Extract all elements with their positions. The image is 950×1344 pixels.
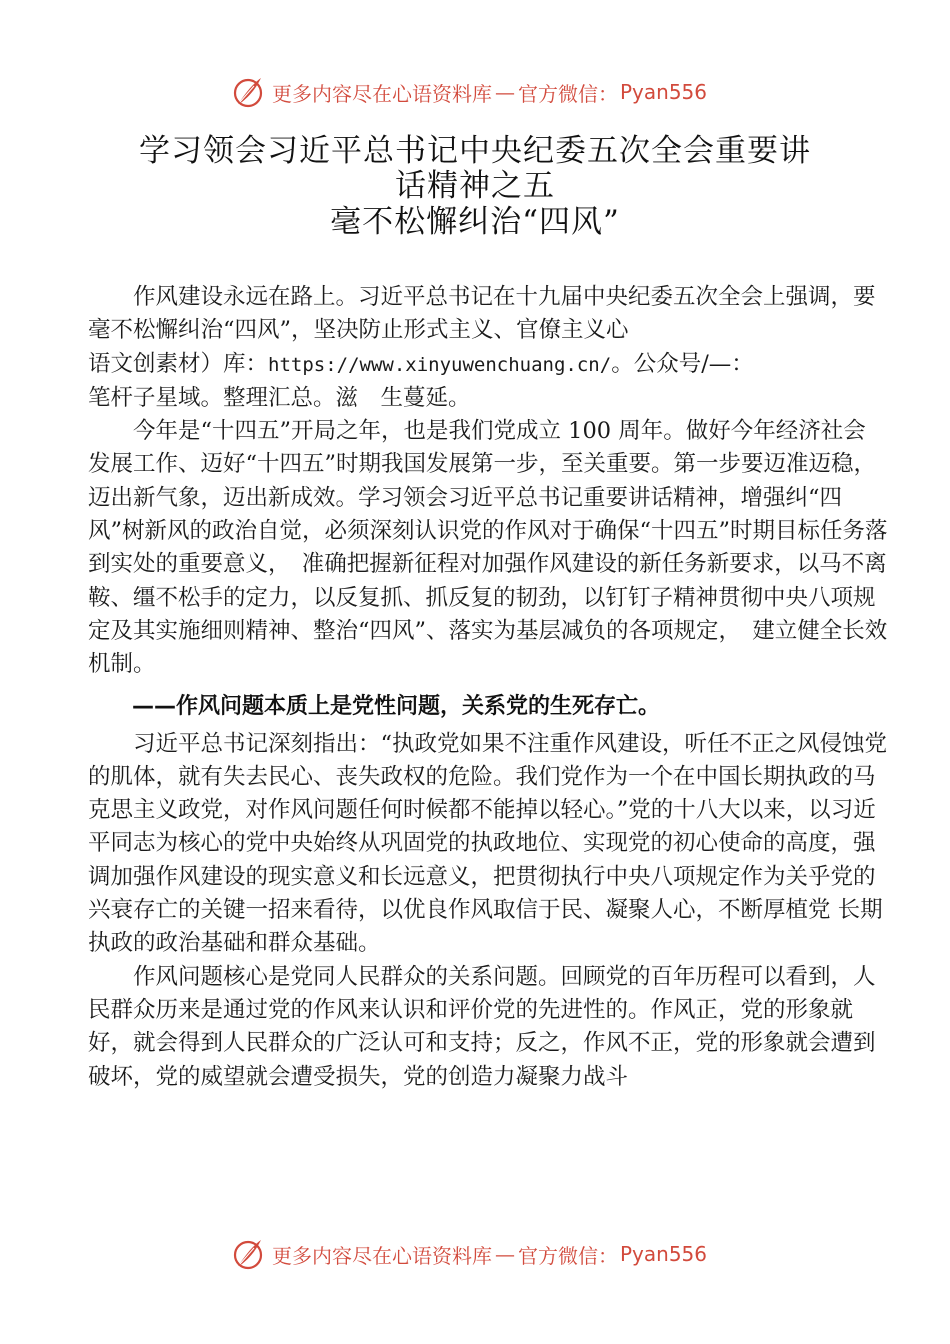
title-line-2: 话精神之五 [395,168,555,204]
watermark-separator: — [495,1242,515,1266]
paragraph-1-source-line [88,348,888,382]
section-heading: ——作风问题本质上是党性问题，关系党的生死存亡。 [132,693,661,719]
title-line-3: 毫不松懈纠治“四风” [330,204,620,240]
watermark-channel-id: Pyan556 [620,80,708,104]
paragraph-4: 作风问题核心是党同人民群众的关系问题。回顾党的百年历程可以看到，人民群众历来是通过党的作风来认识和评价党的先进性的。作风正，党的形象就好，就会得到人民群众的广泛认可和支持；反之，作风不正，党的形象就会遭到破坏，党的威望就会遭受损失，党的创造力凝聚力战斗 [88,963,876,1090]
feather-logo-icon [230,74,266,110]
source-url: https://www.xinyuwenchuang.cn/ [268,353,612,376]
watermark-channel-label: 官方微信： [518,1243,618,1268]
watermark-header [230,74,707,110]
title-line-1: 学习领会习近平总书记中央纪委五次全会重要讲 [139,133,811,169]
feather-logo-icon [230,1236,266,1272]
watermark-text: 更多内容尽在心语资料库 [272,81,492,106]
watermark-footer [230,1236,707,1272]
source-prefix: 语文创素材）库： [88,350,269,377]
source-suffix: 。公众号/—： [611,350,754,377]
watermark-channel-id: Pyan556 [620,1242,708,1266]
watermark-text: 更多内容尽在心语资料库 [272,1243,492,1268]
paragraph-1: 作风建设永远在路上。习近平总书记在十九届中央纪委五次全会上强调，要毫不松懈纠治“四风”，坚决防止形式主义、官僚主义心 [88,284,876,344]
paragraph-3: 习近平总书记深刻指出：“执政党如果不注重作风建设，听任不正之风侵蚀党的肌体，就有失去民心、丧失政权的危险。我们党作为一个在中国长期执政的马克思主义政党，对作风问题任何时候都不能掉以轻心。”党的十八大以来，以习近平同志为核心的党中央始终从巩固党的执政地位、实现党的初心使命的高度，强调加强作风建设的现实意义和长远意义，把贯彻执行中央八项规定作为关乎党的兴衰存亡的关键一招来看待，以优良作风取信于民、凝聚人心，不断厚植党 长期执政的政治基础和群众基础。 [88,730,888,957]
paragraph-2: 今年是“十四五”开局之年，也是我们党成立 100 周年。做好今年经济社会发展工作、迈好“十四五”时期我国发展第一步，至关重要。第一步要迈准迈稳，迈出新气象，迈出新成效。学习领会习近平总书记重要讲话精神，增强纠“四风”树新风的政治自觉，必须深刻认识党的作风对于确保“十四五”时期目标任务落到实处的重要意义， 准确把握新征程对加强作风建设的新任务新要求，以马不离鞍、缰不松手的定力，以反复抓、抓反复的韧劲，以钉钉子精神贯彻中央八项规定及其实施细则精神、整治“四风”、落实为基层减负的各项规定， 建立健全长效机制。 [88,418,888,678]
watermark-separator: — [495,80,515,104]
paragraph-1-credit-line: 笔杆子星域。整理汇总。滋 生蔓延。 [88,384,471,411]
document-body [88,281,888,1094]
watermark-channel-label: 官方微信： [518,81,618,106]
